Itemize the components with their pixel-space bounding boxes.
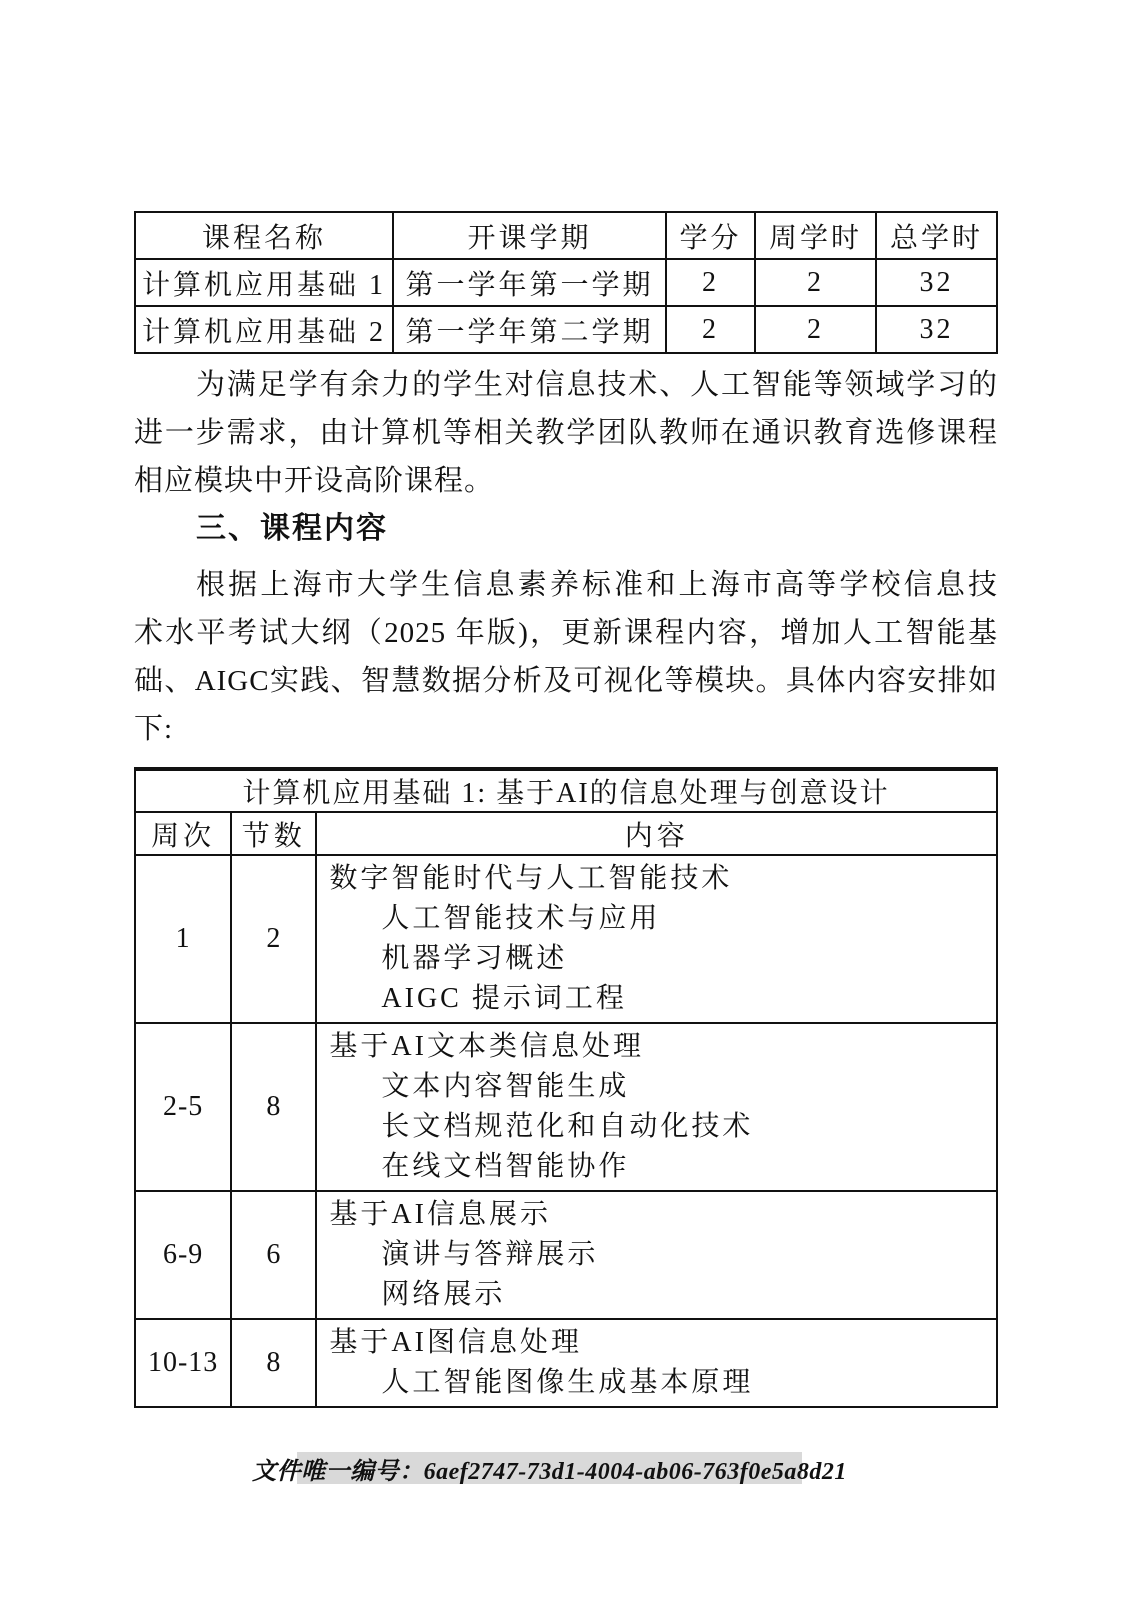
cell-week: 2-5	[135, 1023, 231, 1191]
cell-course-name: 计算机应用基础 2	[135, 306, 393, 353]
paragraph-content-intro	[134, 561, 998, 753]
table-row-week-2-5	[135, 1023, 997, 1191]
cell-total-hours: 32	[876, 259, 997, 306]
cell-sessions: 2	[231, 855, 316, 1023]
paragraph-line: 进一步需求，由计算机等相关教学团队教师在通识教育选修课程	[134, 417, 998, 449]
content-subtopic: AIGC 提示词工程	[381, 983, 627, 1014]
cell-weekly-hours: 2	[755, 306, 876, 353]
paragraph-line: 相应模块中开设高阶课程。	[134, 465, 495, 497]
content-subtopic: 文本内容智能生成	[381, 1071, 630, 1102]
content-topic: 数字智能时代与人工智能技术	[329, 863, 733, 894]
paragraph-line: 术水平考试大纲（2025 年版)，更新课程内容，增加人工智能基	[134, 617, 998, 649]
cell-total-hours: 32	[876, 306, 997, 353]
header-weekly-hours: 周学时	[755, 212, 876, 259]
content-topic: 基于AI文本类信息处理	[329, 1031, 644, 1062]
header-total-hours: 总学时	[876, 212, 997, 259]
cell-sessions: 6	[231, 1191, 316, 1319]
header-course-name: 课程名称	[135, 212, 393, 259]
cell-credits: 2	[666, 259, 755, 306]
course-overview-table	[134, 211, 998, 354]
cell-semester: 第一学年第一学期	[393, 259, 666, 306]
cell-content	[316, 855, 997, 1023]
paragraph-line: 为满足学有余力的学生对信息技术、人工智能等领域学习的	[196, 369, 998, 401]
cell-content	[316, 1319, 997, 1407]
cell-week: 10-13	[135, 1319, 231, 1407]
table-row	[135, 259, 997, 306]
table-header-row	[135, 812, 997, 855]
header-week: 周次	[135, 812, 231, 855]
cell-weekly-hours: 2	[755, 259, 876, 306]
paragraph-advanced-courses	[134, 361, 998, 505]
cell-course-name: 计算机应用基础 1	[135, 259, 393, 306]
table-header-row	[135, 212, 997, 259]
cell-content	[316, 1023, 997, 1191]
section-heading-course-content: 三、课程内容	[196, 512, 388, 545]
paragraph-line: 础、AIGC实践、智慧数据分析及可视化等模块。具体内容安排如	[134, 665, 998, 697]
cell-sessions: 8	[231, 1319, 316, 1407]
document-id-text: 文件唯一编号：6aef2747-73d1-4004-ab06-763f0e5a8d21	[252, 1458, 847, 1485]
course-content-table	[134, 767, 998, 1408]
cell-sessions: 8	[231, 1023, 316, 1191]
table-row	[135, 306, 997, 353]
table-row-week-6-9	[135, 1191, 997, 1319]
content-subtopic: 长文档规范化和自动化技术	[381, 1111, 754, 1142]
document-content	[134, 211, 998, 1408]
content-subtopic: 人工智能图像生成基本原理	[381, 1367, 754, 1398]
header-sessions: 节数	[231, 812, 316, 855]
header-content: 内容	[316, 812, 997, 855]
cell-semester: 第一学年第二学期	[393, 306, 666, 353]
course-content-table-title: 计算机应用基础 1: 基于AI的信息处理与创意设计	[135, 769, 997, 812]
paragraph-line: 下:	[134, 713, 174, 745]
content-subtopic: 在线文档智能协作	[381, 1151, 630, 1182]
cell-week: 6-9	[135, 1191, 231, 1319]
header-credits: 学分	[666, 212, 755, 259]
content-topic: 基于AI信息展示	[329, 1199, 551, 1230]
table-row-week-10-13	[135, 1319, 997, 1407]
content-subtopic: 演讲与答辩展示	[381, 1239, 599, 1270]
cell-credits: 2	[666, 306, 755, 353]
content-subtopic: 人工智能技术与应用	[381, 903, 661, 934]
cell-week: 1	[135, 855, 231, 1023]
table-title-row	[135, 769, 997, 812]
content-subtopic: 机器学习概述	[381, 943, 568, 974]
header-semester: 开课学期	[393, 212, 666, 259]
content-subtopic: 网络展示	[381, 1279, 506, 1310]
table-row-week-1	[135, 855, 997, 1023]
paragraph-line: 根据上海市大学生信息素养标准和上海市高等学校信息技	[196, 569, 998, 601]
document-id-footer	[252, 1452, 847, 1485]
cell-content	[316, 1191, 997, 1319]
content-topic: 基于AI图信息处理	[329, 1327, 582, 1358]
